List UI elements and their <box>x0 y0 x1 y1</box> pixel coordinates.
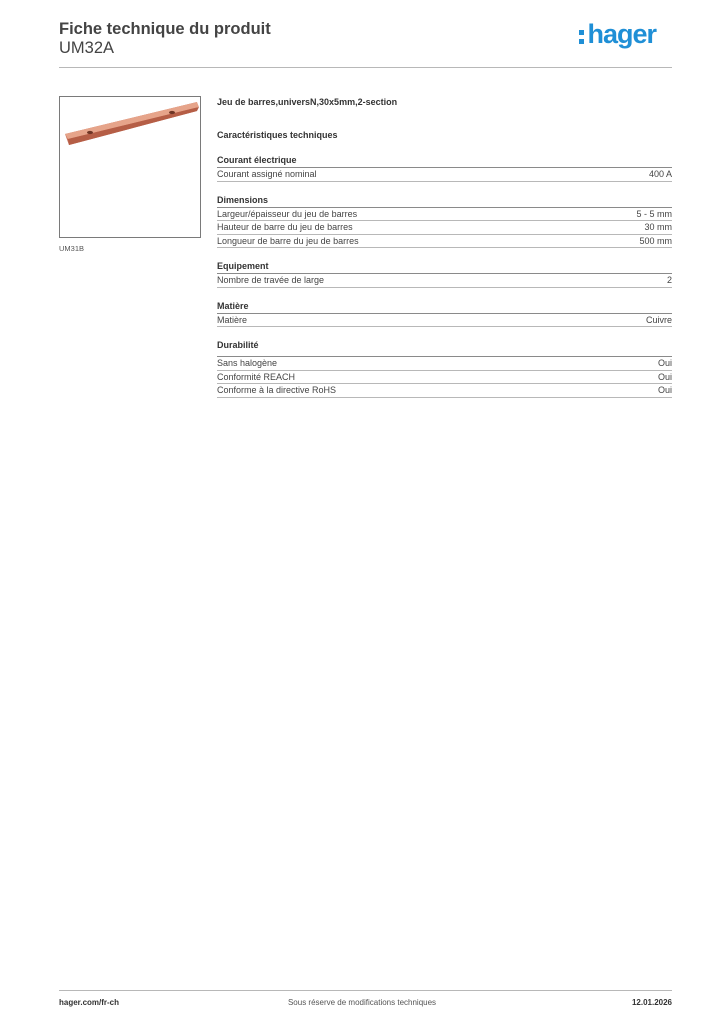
footer-divider <box>59 990 672 991</box>
footer-disclaimer: Sous réserve de modifications techniques <box>287 998 437 1007</box>
spec-value: 2 <box>666 275 672 285</box>
spec-label: Sans halogène <box>217 358 278 368</box>
spec-group-title: Courant électrique <box>217 154 672 168</box>
specs-heading: Caractéristiques techniques <box>217 130 338 140</box>
spec-row <box>217 371 672 385</box>
spec-label: Nombre de travée de large <box>217 275 325 285</box>
spec-label: Largeur/épaisseur du jeu de barres <box>217 208 358 219</box>
spec-value: 500 mm <box>639 235 672 246</box>
spec-value: Cuivre <box>645 314 672 325</box>
copper-busbar-icon <box>60 97 200 237</box>
spec-group-equipement <box>217 260 672 288</box>
spec-value: 400 A <box>648 169 672 179</box>
spec-group-dimensions <box>217 194 672 249</box>
spec-value: 30 mm <box>644 222 672 232</box>
spec-group-title: Equipement <box>217 260 672 274</box>
specifications-section <box>217 95 672 410</box>
product-image <box>59 96 201 238</box>
hager-logo <box>579 20 656 48</box>
spec-value: Oui <box>657 358 672 368</box>
spec-group-title: Durabilité <box>217 339 672 357</box>
footer-website-link[interactable]: hager.com/fr-ch <box>59 998 120 1007</box>
spec-group-durabilite <box>217 339 672 398</box>
spec-row <box>217 274 672 288</box>
spec-group-title: Dimensions <box>217 194 672 208</box>
document-title: Fiche technique du produit <box>59 20 271 38</box>
spec-group-title: Matière <box>217 300 672 314</box>
spec-value: 5 - 5 mm <box>636 208 672 219</box>
spec-row <box>217 208 672 222</box>
logo-dots-icon <box>579 30 584 44</box>
spec-label: Longueur de barre du jeu de barres <box>217 235 359 246</box>
spec-row <box>217 235 672 249</box>
spec-row <box>217 384 672 398</box>
spec-value: Oui <box>657 371 672 382</box>
spec-value: Oui <box>657 385 672 395</box>
spec-row <box>217 314 672 328</box>
spec-row <box>217 221 672 235</box>
spec-label: Hauteur de barre du jeu de barres <box>217 222 353 232</box>
logo-text: hager <box>587 19 656 49</box>
footer-date: 12.01.2026 <box>631 998 672 1007</box>
spec-group-courant <box>217 154 672 182</box>
spec-label: Conformité REACH <box>217 371 296 382</box>
spec-row <box>217 168 672 182</box>
image-caption: UM31B <box>59 244 85 253</box>
product-description: Jeu de barres,universN,30x5mm,2-section <box>217 97 398 107</box>
spec-label: Matière <box>217 314 248 325</box>
spec-label: Conforme à la directive RoHS <box>217 385 337 395</box>
header-divider <box>59 67 672 68</box>
product-code: UM32A <box>59 39 115 57</box>
spec-group-matiere <box>217 300 672 328</box>
spec-row <box>217 357 672 371</box>
spec-label: Courant assigné nominal <box>217 169 317 179</box>
